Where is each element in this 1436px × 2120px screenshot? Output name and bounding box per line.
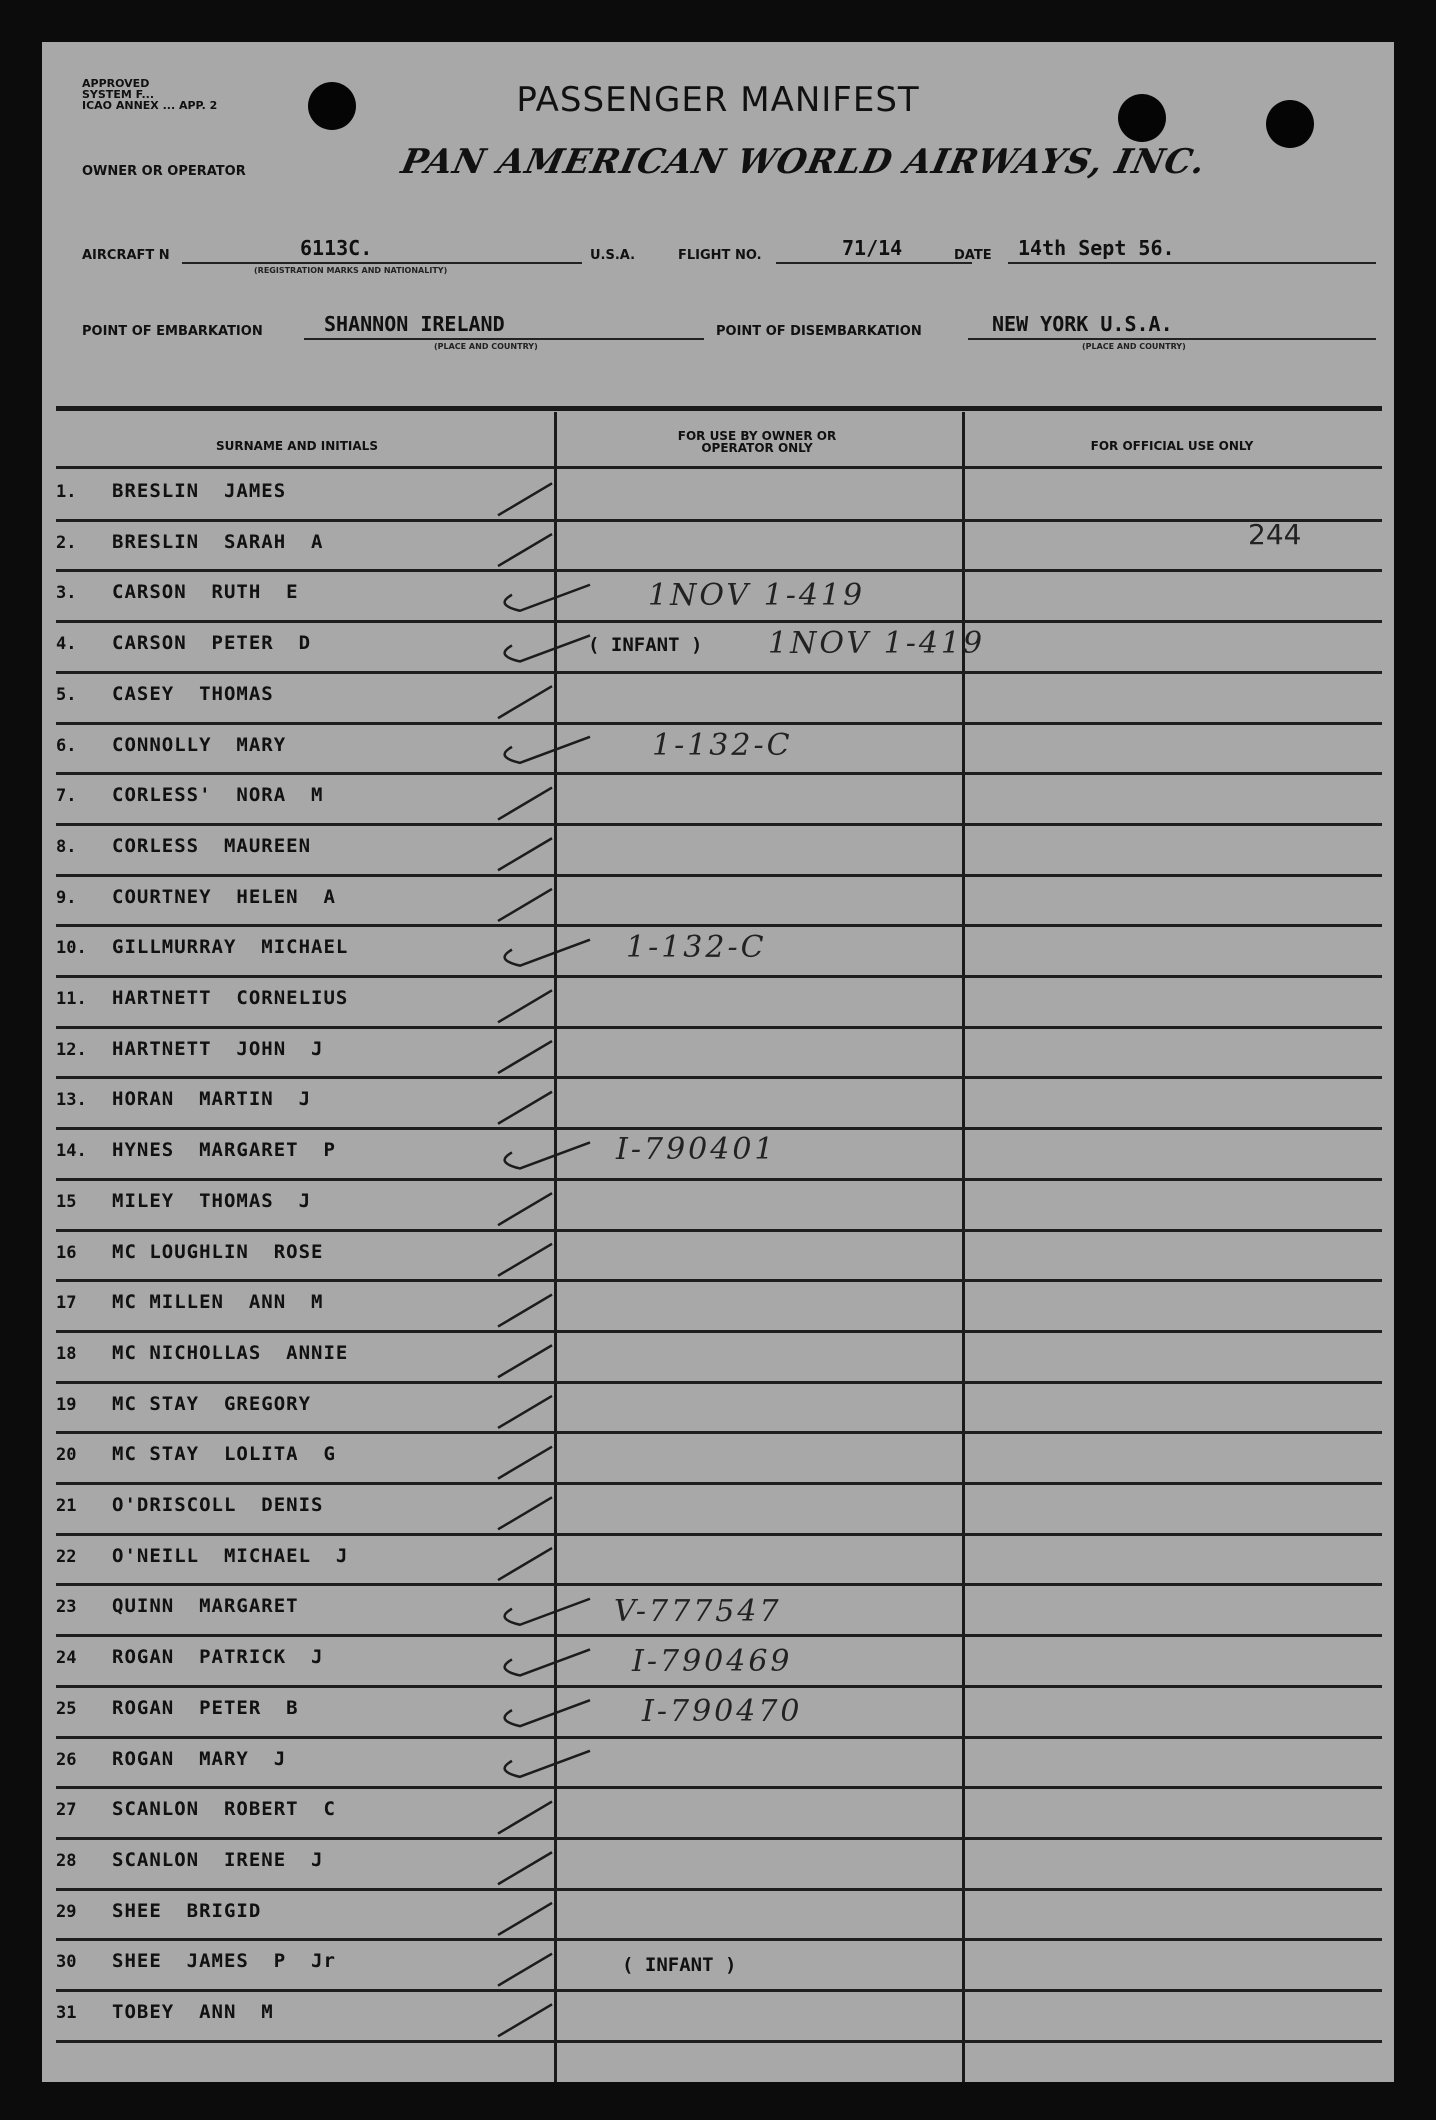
slash-mark — [498, 990, 552, 1022]
row-number: 24 — [56, 1648, 77, 1669]
passenger-name: GILLMURRAY MICHAEL — [112, 936, 349, 959]
passenger-name: CARSON PETER D — [112, 632, 312, 655]
disembark-label: POINT OF DISEMBARKATION — [716, 324, 922, 339]
row-number: 7. — [56, 786, 77, 807]
row-number: 3. — [56, 583, 77, 604]
aircraft-value: 6113C. — [300, 236, 373, 260]
passenger-name: ROGAN MARY J — [112, 1747, 287, 1770]
passenger-name: O'NEILL MICHAEL J — [112, 1544, 349, 1567]
approval-line: SYSTEM F... — [82, 88, 155, 101]
row-number: 15 — [56, 1191, 77, 1212]
check-mark — [505, 1751, 590, 1777]
passenger-name: HYNES MARGARET P — [112, 1139, 336, 1162]
check-mark — [505, 1599, 590, 1625]
check-mark — [505, 1700, 590, 1726]
passenger-name: CARSON RUTH E — [112, 581, 299, 604]
official-note-row2: 244 — [1248, 518, 1302, 551]
row-number: 28 — [56, 1850, 77, 1871]
row-number: 22 — [56, 1546, 77, 1567]
slash-mark — [498, 889, 552, 921]
row-number: 29 — [56, 1901, 77, 1922]
passenger-name: ROGAN PETER B — [112, 1696, 299, 1719]
passenger-name: SHEE BRIGID — [112, 1899, 262, 1922]
slash-mark — [498, 1295, 552, 1327]
passenger-name: MILEY THOMAS J — [112, 1189, 312, 1212]
slash-mark — [498, 534, 552, 566]
passenger-name: QUINN MARGARET — [112, 1595, 299, 1618]
slash-mark — [498, 788, 552, 820]
owner-label: OWNER OR OPERATOR — [82, 164, 246, 179]
col-head-surname: SURNAME AND INITIALS — [216, 439, 378, 453]
passenger-name: COURTNEY HELEN A — [112, 885, 336, 908]
disembark-value: NEW YORK U.S.A. — [992, 312, 1173, 336]
passenger-name: CORLESS MAUREEN — [112, 834, 312, 857]
row-number: 23 — [56, 1597, 77, 1618]
hand-note-row10: 1-132-C — [626, 930, 767, 965]
passenger-name: HARTNETT JOHN J — [112, 1037, 324, 1060]
check-mark — [505, 635, 590, 661]
slash-mark — [498, 1852, 552, 1884]
slash-mark — [498, 1954, 552, 1986]
embark-value: SHANNON IRELAND — [324, 312, 505, 336]
slash-mark — [498, 838, 552, 870]
slash-mark — [498, 1497, 552, 1529]
passenger-name: CONNOLLY MARY — [112, 733, 287, 756]
slash-mark — [498, 1903, 552, 1935]
slash-mark — [498, 2004, 552, 2036]
row-number: 17 — [56, 1293, 77, 1314]
row-number: 16 — [56, 1242, 77, 1263]
passenger-name: SHEE JAMES P Jr — [112, 1950, 336, 1973]
check-mark — [505, 585, 590, 611]
manifest-sheet — [42, 42, 1394, 2082]
row-number: 8. — [56, 836, 77, 857]
row-number: 31 — [56, 2003, 77, 2023]
embark-label: POINT OF EMBARKATION — [82, 324, 263, 339]
slash-mark — [498, 1041, 552, 1073]
row-number: 30 — [56, 1952, 77, 1973]
hand-note-row24: I-790469 — [632, 1644, 793, 1679]
row-number: 19 — [56, 1394, 77, 1415]
approval-line: ICAO ANNEX ... APP. 2 — [82, 99, 218, 112]
slash-mark — [498, 1345, 552, 1377]
slash-mark — [498, 1396, 552, 1428]
hand-note-row23: V-777547 — [614, 1594, 782, 1629]
page-title: PASSENGER MANIFEST — [516, 80, 920, 120]
check-mark — [505, 1142, 590, 1168]
aircraft-sublabel: (REGISTRATION MARKS AND NATIONALITY) — [254, 266, 448, 275]
row-number: 27 — [56, 1800, 77, 1821]
row-number: 20 — [56, 1445, 77, 1466]
col-head-owner: FOR USE BY OWNER OR OPERATOR ONLY — [677, 429, 837, 455]
passenger-name: CORLESS' NORA M — [112, 784, 324, 807]
check-mark — [505, 940, 590, 966]
passenger-name: BRESLIN SARAH A — [112, 530, 324, 553]
row-number: 21 — [56, 1496, 77, 1516]
row-number: 26 — [56, 1749, 77, 1770]
row-number: 2. — [56, 532, 77, 553]
flight-label: FLIGHT NO. — [678, 248, 762, 263]
disembark-sublabel: (PLACE AND COUNTRY) — [1082, 342, 1186, 351]
row-number: 10. — [56, 938, 87, 959]
check-marks-layer — [42, 42, 1394, 2082]
typed-note-row4: ( INFANT ) — [588, 634, 703, 656]
passenger-name: MC STAY GREGORY — [112, 1392, 312, 1415]
embark-sublabel: (PLACE AND COUNTRY) — [434, 342, 538, 351]
date-label: DATE — [954, 248, 992, 263]
row-number: 11. — [56, 989, 87, 1009]
slash-mark — [498, 1802, 552, 1834]
hand-note-row4: 1NOV 1-419 — [768, 626, 986, 661]
check-mark — [505, 1649, 590, 1675]
col-head-official: FOR OFFICIAL USE ONLY — [1090, 439, 1254, 453]
airline-name: PAN AMERICAN WORLD AIRWAYS, INC. — [397, 142, 1210, 182]
slash-mark — [498, 1244, 552, 1276]
flight-value: 71/14 — [842, 236, 903, 260]
slash-mark — [498, 483, 552, 515]
row-number: 4. — [56, 634, 77, 655]
hand-note-row25: I-790470 — [642, 1694, 803, 1729]
row-number: 5. — [56, 684, 77, 705]
row-number: 25 — [56, 1698, 77, 1719]
passenger-name: BRESLIN JAMES — [112, 480, 287, 502]
passenger-name: CASEY THOMAS — [112, 682, 274, 705]
hand-note-row14: I-790401 — [616, 1132, 777, 1167]
passenger-name: HORAN MARTIN J — [112, 1088, 312, 1111]
row-number: 1. — [56, 482, 77, 502]
slash-mark — [498, 1447, 552, 1479]
passenger-name: MC LOUGHLIN ROSE — [112, 1240, 324, 1263]
passenger-name: TOBEY ANN M — [112, 2001, 274, 2023]
row-number: 12. — [56, 1039, 87, 1060]
passenger-name: SCANLON ROBERT C — [112, 1798, 336, 1821]
passenger-name: ROGAN PATRICK J — [112, 1646, 324, 1669]
aircraft-label: AIRCRAFT N — [82, 248, 170, 263]
row-number: 14. — [56, 1141, 87, 1162]
hand-note-row3: 1NOV 1-419 — [648, 578, 866, 613]
row-number: 18 — [56, 1343, 77, 1364]
slash-mark — [498, 1548, 552, 1580]
row-number: 6. — [56, 735, 77, 756]
date-value: 14th Sept 56. — [1018, 236, 1175, 260]
slash-mark — [498, 1092, 552, 1124]
passenger-name: MC MILLEN ANN M — [112, 1291, 324, 1314]
approval-line: APPROVED — [82, 77, 150, 90]
typed-note-row30: ( INFANT ) — [622, 1954, 737, 1976]
hand-note-row6: 1-132-C — [652, 728, 793, 763]
passenger-name: HARTNETT CORNELIUS — [112, 987, 349, 1009]
row-number: 13. — [56, 1090, 87, 1111]
check-mark — [505, 737, 590, 763]
passenger-name: O'DRISCOLL DENIS — [112, 1494, 324, 1516]
slash-mark — [498, 686, 552, 718]
row-number: 9. — [56, 887, 77, 908]
slash-mark — [498, 1193, 552, 1225]
passenger-name: MC STAY LOLITA G — [112, 1443, 336, 1466]
passenger-name: MC NICHOLLAS ANNIE — [112, 1341, 349, 1364]
usa-label: U.S.A. — [590, 248, 636, 263]
passenger-name: SCANLON IRENE J — [112, 1848, 324, 1871]
